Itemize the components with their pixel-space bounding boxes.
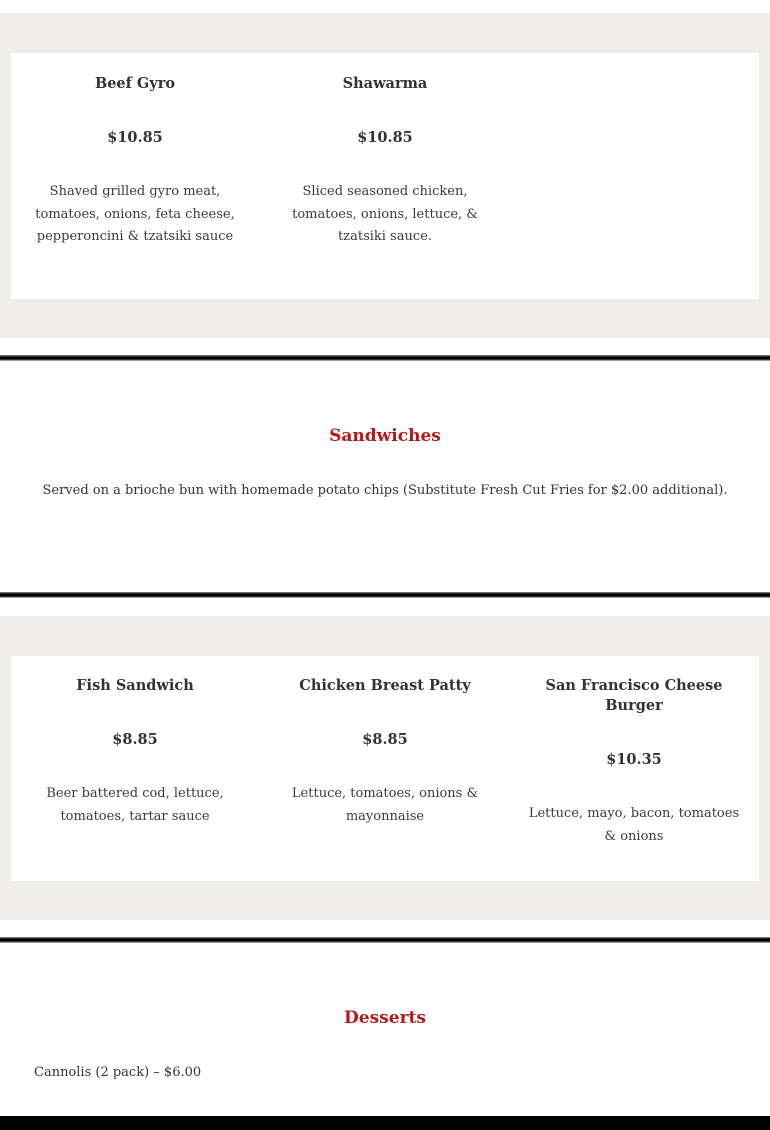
item-description: Sliced seasoned chicken, tomatoes, onions, lettuce, & tzatsiki sauce. <box>292 184 478 244</box>
item-name: Shawarma <box>342 75 428 92</box>
item-name: Fish Sandwich <box>76 677 194 694</box>
item-name: Beef Gyro <box>94 75 176 92</box>
sandwiches-note: Served on a brioche bun with homemade potato chips (Substitute Fresh Cut Fries for $2.00 additional). <box>42 483 728 498</box>
item-price: $8.85 <box>112 731 158 748</box>
menu-item-chicken-breast-patty <box>280 676 490 828</box>
section-divider <box>0 355 770 361</box>
item-price: $10.35 <box>606 751 662 768</box>
item-name: San Francisco Cheese Burger <box>545 677 723 714</box>
item-price: $8.85 <box>362 731 408 748</box>
top-strip <box>0 0 770 13</box>
section-title-sandwiches: Sandwiches <box>329 426 441 446</box>
wraps-band <box>0 13 770 338</box>
section-divider <box>0 937 770 943</box>
sandwiches-band <box>0 616 770 920</box>
item-name: Chicken Breast Patty <box>299 677 471 694</box>
menu-item-fish-sandwich <box>30 676 240 828</box>
item-description: Lettuce, tomatoes, onions & mayonnaise <box>291 786 479 824</box>
menu-item-shawarma <box>280 74 490 249</box>
section-title-desserts: Desserts <box>344 1008 426 1028</box>
item-description: Beer battered cod, lettuce, tomatoes, tartar sauce <box>46 786 224 824</box>
menu-item-beef-gyro <box>30 74 240 249</box>
item-price: $10.85 <box>357 129 413 146</box>
sandwiches-panel <box>11 656 759 881</box>
item-description: Lettuce, mayo, bacon, tomatoes & onions <box>528 806 740 844</box>
footer-bar <box>0 1116 770 1130</box>
menu-item-san-francisco-cheese-burger <box>524 676 744 848</box>
section-divider <box>0 592 770 598</box>
item-description: Shaved grilled gyro meat, tomatoes, onions, feta cheese, pepperoncini & tzatsiki sauce <box>35 184 235 244</box>
wraps-panel <box>11 53 759 299</box>
item-price: $10.85 <box>107 129 163 146</box>
dessert-item: Cannolis (2 pack) – $6.00 <box>34 1065 202 1080</box>
